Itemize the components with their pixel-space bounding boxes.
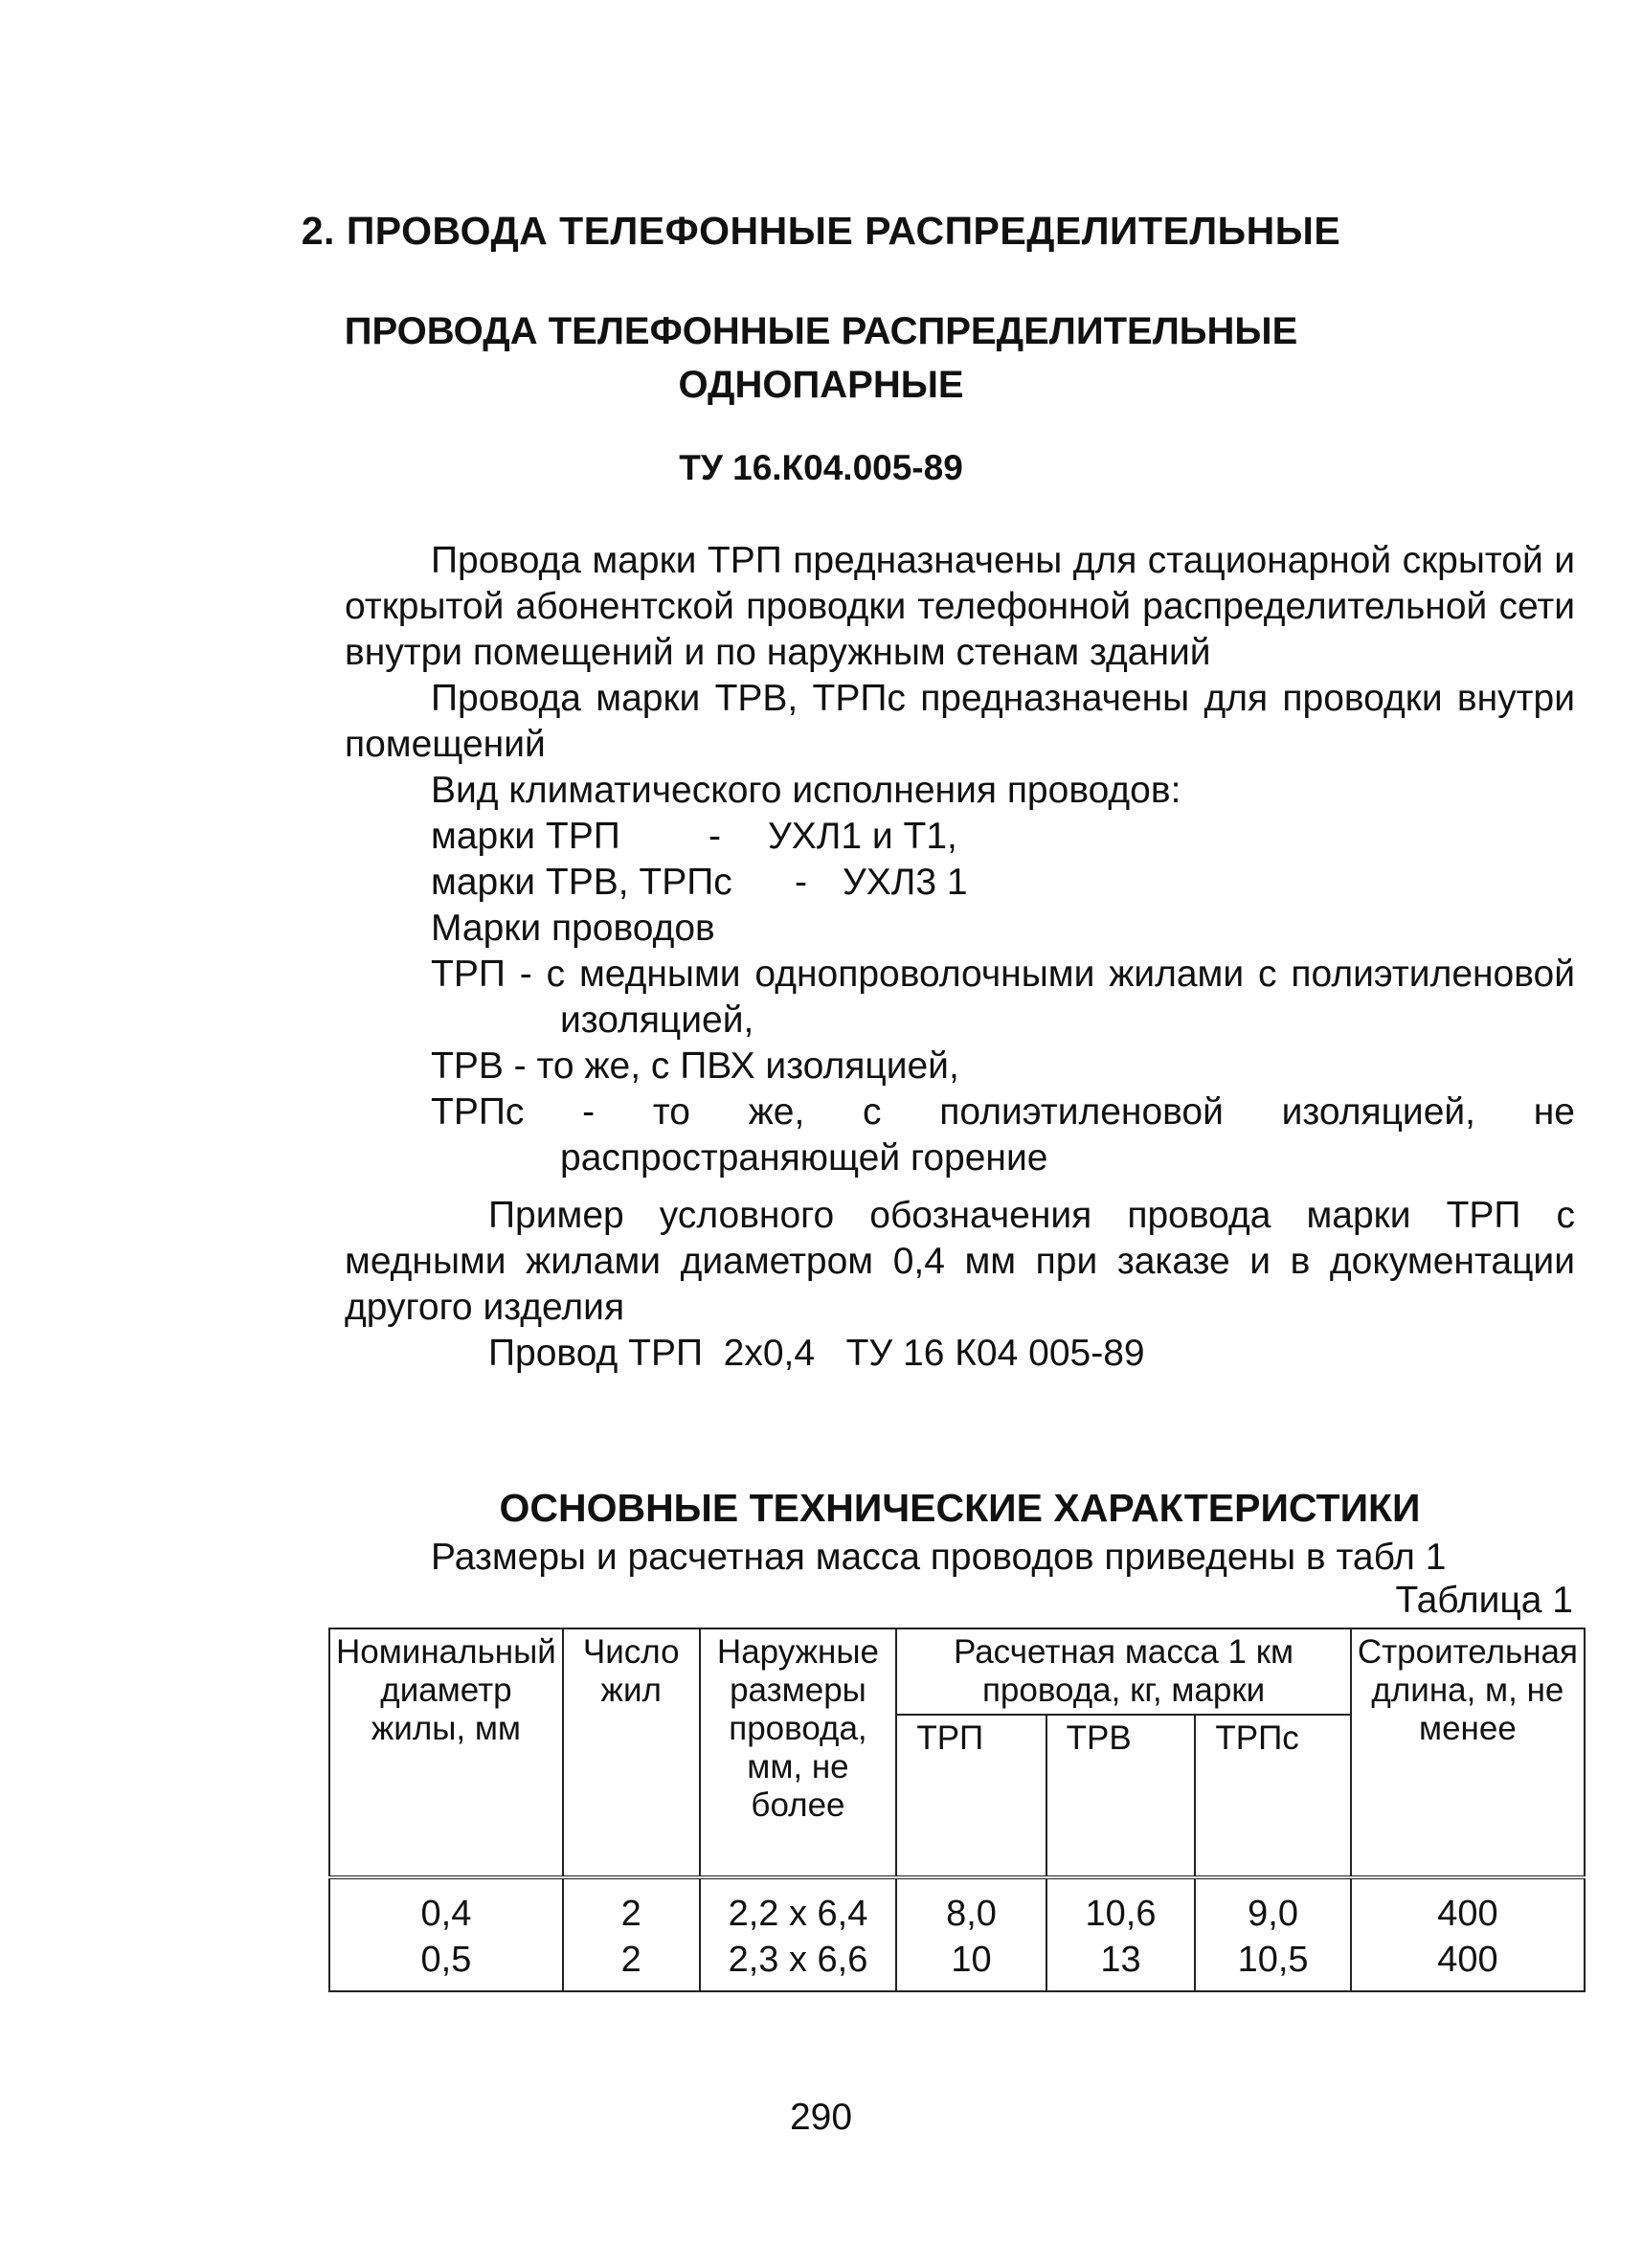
- product-title-line2: ОДНОПАРНЫЕ: [678, 364, 964, 406]
- climate-brand: марки ТРП: [431, 816, 620, 857]
- specs-section: [345, 1486, 1575, 1579]
- cell-dimensions: 2,2 х 6,4 2,3 х 6,6: [700, 1877, 897, 1991]
- standard-code: ТУ 16.К04.005-89: [679, 448, 963, 487]
- brand-item: ТРВ - то же, с ПВХ изоляцией,: [431, 1045, 959, 1087]
- specs-title: ОСНОВНЫЕ ТЕХНИЧЕСКИЕ ХАРАКТЕРИСТИКИ: [499, 1486, 1421, 1530]
- paragraph-purpose-trv: Провода марки ТРВ, ТРПс предназначены для проводки внутри помещений: [345, 678, 1575, 765]
- climate-brand: марки ТРВ, ТРПс: [431, 862, 732, 903]
- climate-separator: -: [795, 862, 807, 903]
- product-title: [0, 304, 1642, 412]
- example-intro: Пример условного обозначения провода марки ТРП с медными жилами диаметром 0,4 мм при заказе и в документации другого изделия: [345, 1195, 1575, 1328]
- cell-mass-trps: 9,0 10,5: [1195, 1877, 1350, 1991]
- cell-length: 400 400: [1351, 1877, 1585, 1991]
- header-length: Строительная длина, м, не менее: [1351, 1628, 1585, 1877]
- header-cores: Число жил: [563, 1628, 700, 1877]
- brand-item: ТРПс - то же, с полиэтиленовой изоляцией, не распространяющей горение: [431, 1091, 1575, 1179]
- climate-value: УХЛ1 и Т1,: [768, 816, 957, 857]
- climate-intro: Вид климатического исполнения проводов:: [431, 770, 1181, 811]
- header-mass-trv: ТРВ: [1046, 1715, 1196, 1877]
- header-mass-trp: ТРП: [896, 1715, 1046, 1877]
- header-diameter: Номинальный диаметр жилы, мм: [329, 1628, 563, 1877]
- cell-diameter: 0,4 0,5: [329, 1877, 563, 1991]
- header-mass: Расчетная масса 1 км провода, кг, марки: [896, 1628, 1350, 1715]
- cell-cores: 2 2: [563, 1877, 700, 1991]
- climate-value: УХЛ3 1: [843, 862, 968, 903]
- table-label: Таблица 1: [1395, 1580, 1573, 1621]
- climate-row: [345, 860, 1575, 906]
- header-dimensions: Наружные размеры провода, мм, не более: [700, 1628, 897, 1877]
- product-title-line1: ПРОВОДА ТЕЛЕФОННЫЕ РАСПРЕДЕЛИТЕЛЬНЫЕ: [344, 310, 1298, 352]
- table-row: [329, 1877, 1585, 1991]
- specs-text: Размеры и расчетная масса проводов приведены в табл 1: [431, 1537, 1447, 1578]
- brands-intro: Марки проводов: [431, 908, 715, 949]
- header-mass-trps: ТРПс: [1195, 1715, 1350, 1877]
- specs-table: [328, 1628, 1586, 1992]
- body-text: [345, 538, 1575, 1377]
- climate-separator: -: [709, 816, 721, 857]
- cell-mass-trp: 8,0 10: [896, 1877, 1046, 1991]
- brand-item: ТРП - с медными однопроволочными жилами с полиэтиленовой изоляцией,: [431, 954, 1575, 1041]
- cell-mass-trv: 10,6 13: [1046, 1877, 1196, 1991]
- section-title: 2. ПРОВОДА ТЕЛЕФОННЫЕ РАСПРЕДЕЛИТЕЛЬНЫЕ: [301, 209, 1341, 253]
- example-code: Провод ТРП 2х0,4 ТУ 16 К04 005-89: [488, 1333, 1145, 1374]
- climate-row: [345, 814, 1575, 860]
- page-number: 290: [789, 2097, 853, 2138]
- paragraph-purpose-trp: Провода марки ТРП предназначены для стационарной скрытой и открытой абонентской проводки телефонной распределительной сети внутри помещений и по наружным стенам зданий: [345, 540, 1575, 673]
